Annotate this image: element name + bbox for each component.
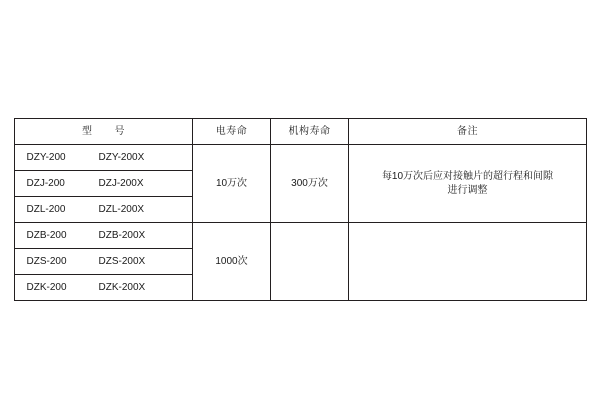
column-header-model-char1: 型 <box>82 125 93 137</box>
column-header-electrical-life: 电寿命 <box>193 119 271 145</box>
table-header-row <box>15 119 587 145</box>
model-code-secondary: DZY-200X <box>98 151 145 163</box>
model-code-secondary: DZS-200X <box>98 255 146 267</box>
remark-line-2: 进行调整 <box>447 184 488 196</box>
cell-model <box>15 275 193 301</box>
cell-remark-note <box>349 145 587 223</box>
column-header-remark: 备注 <box>349 119 587 145</box>
table-row <box>15 223 587 249</box>
model-code-secondary: DZJ-200X <box>98 177 144 189</box>
cell-model <box>15 249 193 275</box>
model-code-primary: DZJ-200 <box>26 177 65 189</box>
model-code-primary: DZY-200 <box>26 151 66 163</box>
specification-table <box>14 118 587 301</box>
cell-electrical-life-group-1: 10万次 <box>193 145 271 223</box>
table-body <box>15 145 587 301</box>
model-code-secondary: DZB-200X <box>98 229 146 241</box>
cell-electrical-life-group-2: 1000次 <box>193 223 271 301</box>
model-code-primary: DZK-200 <box>26 281 67 293</box>
model-code-primary: DZS-200 <box>26 255 67 267</box>
remark-line-1: 每10万次后应对接触片的超行程和间隙 <box>381 171 554 182</box>
column-header-model <box>15 119 193 145</box>
model-code-primary: DZL-200 <box>26 203 66 215</box>
table-row <box>15 145 587 171</box>
model-code-primary: DZB-200 <box>26 229 67 241</box>
table-header <box>15 119 587 145</box>
model-code-secondary: DZK-200X <box>98 281 146 293</box>
cell-mechanical-life-group-2 <box>271 223 349 301</box>
column-header-model-char2: 号 <box>114 125 125 137</box>
cell-model <box>15 197 193 223</box>
cell-model <box>15 171 193 197</box>
cell-model <box>15 145 193 171</box>
cell-model <box>15 223 193 249</box>
model-code-secondary: DZL-200X <box>98 203 145 215</box>
cell-mechanical-life-group-1: 300万次 <box>271 145 349 223</box>
cell-remark-blank <box>349 223 587 301</box>
column-header-mechanical-life: 机构寿命 <box>271 119 349 145</box>
